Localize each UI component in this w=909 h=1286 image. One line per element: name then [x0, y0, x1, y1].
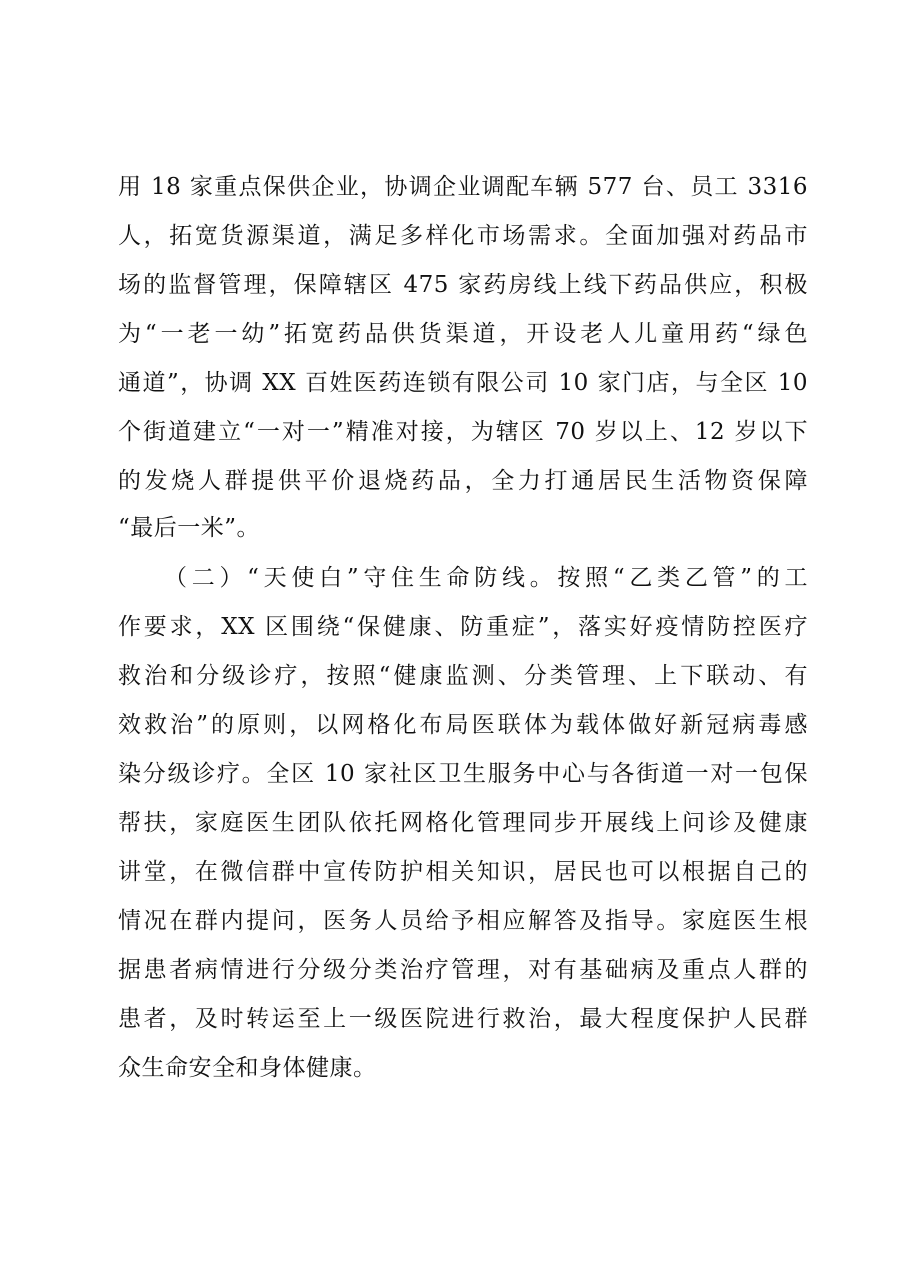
paragraph-2-line-7: 讲堂，在微信群中宣传防护相关知识，居民也可以根据自己的 [118, 859, 808, 885]
paragraph-2-line-11: 众生命安全和身体健康。 [118, 1055, 377, 1081]
paragraph-2-line-3: 救治和分级诊疗，按照“健康监测、分类管理、上下联动、有 [118, 663, 808, 689]
paragraph-1-line-7: 的发烧人群提供平价退烧药品，全力打通居民生活物资保障 [118, 468, 808, 494]
paragraph-1-line-3: 场的监督管理，保障辖区 475 家药房线上线下药品供应，积极 [118, 272, 808, 298]
paragraph-2-line-10: 患者，及时转运至上一级医院进行救治，最大程度保护人民群 [118, 1006, 808, 1032]
paragraph-2-line-2: 作要求，XX 区围绕“保健康、防重症”，落实好疫情防控医疗 [118, 614, 808, 640]
paragraph-1-line-2: 人，拓宽货源渠道，满足多样化市场需求。全面加强对药品市 [118, 223, 808, 249]
paragraph-2-line-8: 情况在群内提问，医务人员给予相应解答及指导。家庭医生根 [118, 908, 808, 934]
paragraph-2-line-5: 染分级诊疗。全区 10 家社区卫生服务中心与各街道一对一包保 [118, 761, 808, 787]
paragraph-1-line-5: 通道”，协调 XX 百姓医药连锁有限公司 10 家门店，与全区 10 [118, 370, 808, 396]
paragraph-1-line-6: 个街道建立“一对一”精准对接，为辖区 70 岁以上、12 岁以下 [118, 419, 808, 445]
paragraph-2-line-6: 帮扶，家庭医生团队依托网格化管理同步开展线上问诊及健康 [118, 810, 808, 836]
paragraph-1-line-1: 用 18 家重点保供企业，协调企业调配车辆 577 台、员工 3316 [118, 174, 808, 200]
document-body [118, 0, 808, 1286]
paragraph-2-line-1: （二）“天使白”守住生命防线。按照“乙类乙管”的工 [164, 565, 808, 591]
paragraph-2-line-9: 据患者病情进行分级分类治疗管理，对有基础病及重点人群的 [118, 957, 808, 983]
paragraph-1-line-8: “最后一米”。 [118, 515, 261, 541]
paragraph-2-line-4: 效救治”的原则，以网格化布局医联体为载体做好新冠病毒感 [118, 712, 808, 738]
paragraph-1-line-4: 为“一老一幼”拓宽药品供货渠道，开设老人儿童用药“绿色 [118, 321, 808, 347]
